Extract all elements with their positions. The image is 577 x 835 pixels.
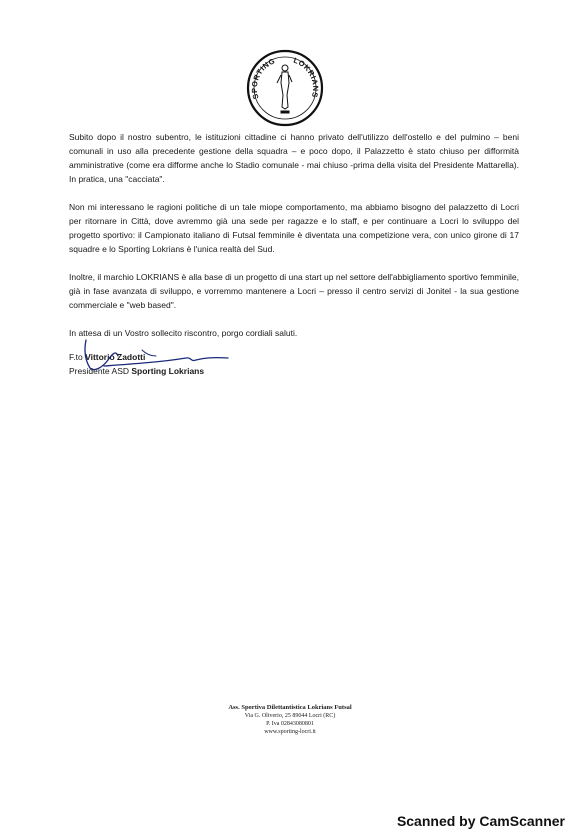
footer-address: Via G. Oliverio, 25 89044 Locri (RC): [244, 713, 336, 719]
signer-title-prefix: Presidente ASD: [69, 366, 132, 376]
handwritten-signature: [82, 338, 242, 378]
statue-figure-icon: [277, 65, 292, 113]
signature-prefix: F.to: [69, 352, 86, 362]
footer-vat: P. Iva 02843080801: [266, 721, 314, 727]
footer-website: www.sporting-locri.it: [264, 729, 316, 735]
logo-text-right: LOKRIANS: [292, 55, 321, 99]
signer-organization: Sporting Lokrians: [131, 366, 205, 376]
logo-text-left: SPORTING: [249, 56, 277, 101]
logo-emblem: [246, 49, 324, 127]
sporting-lokrians-logo: [246, 49, 324, 127]
footer-organization: Ass. Sportiva Dilettantistica Lokrians Futsal: [228, 704, 352, 711]
signature-name: Vittorio Zadotti: [85, 352, 146, 362]
letter-paragraph-2: Non mi interessano le ragioni politiche di un tale miope comportamento, ma abbiamo bisogno del palazzetto di Locri per ritornare in Città, dove avremmo già una sede per ragazze e lo staff, e per continuare a Locri lo sviluppo del progetto sportivo: il Campionato italiano di Futsal femminile è diventata una competizione vera, con unico girone di 17 squadre e lo Sporting Lokrians è l'unica realtà del Sud.: [69, 202, 519, 254]
letter-paragraph-3: Inoltre, il marchio LOKRIANS è alla base di un progetto di una start up nel settore dell'abbigliamento sportivo femminile, già in fase avanzata di sviluppo, e vorremmo mantenere a Locri – presso il centro servizi di Jonitel - la sua gestione commerciale e "web based".: [69, 272, 519, 310]
letter-paragraph-1: Subito dopo il nostro subentro, le istituzioni cittadine ci hanno privato dell'utilizzo dell'ostello e del pulmino – beni comunali in uso alla precedente gestione della squadra – e poco dopo, il Palazzetto è stato chiuso per difformità amministrative (come era difforme anche lo Stadio comunale - mai chiuso -prima della visita del Presidente Mattarella). In pratica, una "cacciata".: [69, 132, 519, 184]
letter-closing: In attesa di un Vostro sollecito riscontro, porgo cordiali saluti.: [69, 328, 298, 338]
svg-text:SPORTING: [250, 56, 277, 100]
scanner-watermark: Scanned by CamScanner: [396, 813, 565, 829]
letterhead-footer: [180, 703, 400, 736]
